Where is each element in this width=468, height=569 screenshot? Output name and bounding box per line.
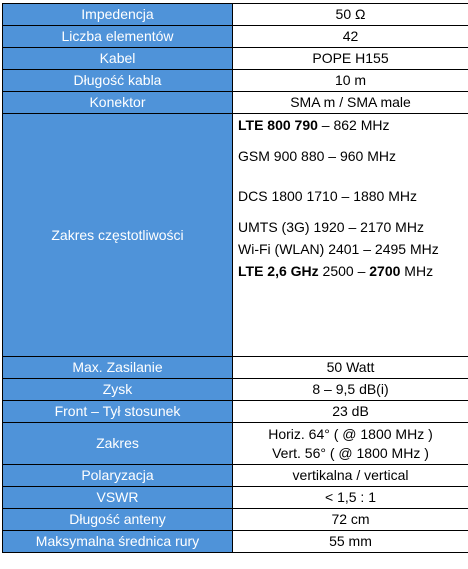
spec-row-max-power [3,357,468,379]
spec-value: 50 Ω [233,4,468,26]
spec-row-vswr [3,487,468,509]
spec-row-frequency-range [3,114,468,357]
spec-label: Długość kabla [3,70,233,92]
spec-value: vertikalna / vertical [233,465,468,487]
spec-label: Polaryzacja [3,465,233,487]
frequency-band-range-end: 2700 [369,263,401,279]
spec-label: Maksymalna średnica rury [3,531,233,553]
frequency-list [233,114,468,357]
spec-label: Konektor [3,92,233,114]
frequency-band-unit: MHz [400,263,434,279]
frequency-band-dcs1800: DCS 1800 1710 – 1880 MHz [238,188,417,204]
frequency-band-lte26 [238,260,466,282]
frequency-band-umts: UMTS (3G) 1920 – 2170 MHz [238,219,424,235]
frequency-band-name: LTE 800 790 [238,117,318,133]
frequency-band-range: – 862 MHz [317,117,390,133]
frequency-band-lte800 [238,114,466,136]
spec-row-pipe-diameter [3,531,468,553]
spec-label: Impedencja [3,4,233,26]
spec-value [233,423,468,465]
spec-label: Długość anteny [3,509,233,531]
spec-value: 8 – 9,5 dB(i) [233,379,468,401]
spec-row-beamwidth [3,423,468,465]
spec-row-cable-length [3,70,468,92]
spec-row-gain [3,379,468,401]
spec-label: Zysk [3,379,233,401]
spec-row-polarization [3,465,468,487]
spec-label: Kabel [3,48,233,70]
spec-value: 50 Watt [233,357,468,379]
spec-value: 72 cm [233,509,468,531]
spec-value: 55 mm [233,531,468,553]
spec-label: Liczba elementów [3,26,233,48]
beamwidth-vertical: Vert. 56° ( @ 1800 MHz ) [272,444,429,461]
spec-row-impedance [3,4,468,26]
spec-value: < 1,5 : 1 [233,487,468,509]
spec-value: POPE H155 [233,48,468,70]
frequency-band-name: LTE 2,6 GHz [238,263,319,279]
spec-label: Zakres częstotliwości [3,114,233,357]
spec-row-elements [3,26,468,48]
spec-row-connector [3,92,468,114]
spec-value: 10 m [233,70,468,92]
spec-label: Max. Zasilanie [3,357,233,379]
frequency-band-gsm900: GSM 900 880 – 960 MHz [238,148,396,164]
frequency-band-wifi: Wi-Fi (WLAN) 2401 – 2495 MHz [238,241,439,257]
spec-value: 23 dB [233,401,468,423]
specification-table [2,3,468,553]
spec-label: Zakres [3,423,233,465]
spec-value: SMA m / SMA male [233,92,468,114]
spec-value: 42 [233,26,468,48]
spec-row-front-back [3,401,468,423]
spec-label: VSWR [3,487,233,509]
beamwidth-horizontal: Horiz. 64° ( @ 1800 MHz ) [268,425,433,442]
frequency-band-range: 2500 – [318,263,370,279]
spec-row-antenna-length [3,509,468,531]
spec-label: Front – Tył stosunek [3,401,233,423]
spec-row-cable [3,48,468,70]
